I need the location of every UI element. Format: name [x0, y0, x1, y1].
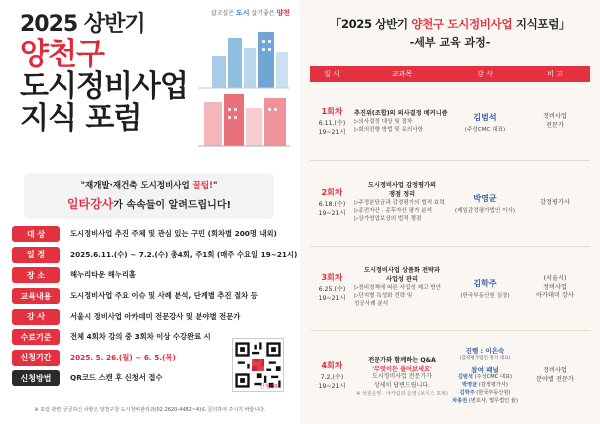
title-line-1: 2025 상반기	[20, 12, 145, 37]
table-row	[310, 332, 590, 420]
session-instructor	[450, 162, 520, 244]
table-row	[310, 248, 590, 328]
session-date: 6.25.(수) 19~21시	[318, 286, 346, 302]
row-divider	[310, 160, 590, 161]
col-header-instructor: 강 사	[477, 70, 493, 78]
info-label: 대 상	[12, 226, 60, 242]
info-label: 수료기준	[12, 329, 60, 345]
info-label: 강 사	[12, 309, 60, 325]
session-bullet: ▷의사결정 대상 및 절차	[354, 119, 413, 126]
forum-poster	[0, 0, 298, 424]
qr-label: 신청QR	[259, 384, 278, 390]
info-label: 일 정	[12, 247, 60, 263]
highlight-callout	[24, 173, 274, 219]
info-label: 교육내용	[12, 288, 60, 304]
col-header-subject: 교과목	[391, 70, 413, 78]
info-row-venue	[12, 265, 290, 286]
info-value: 해누리타운 해누리홀	[70, 270, 136, 280]
session-bullet: 성공사례 분석	[354, 301, 389, 308]
info-value: QR코드 스캔 후 신청서 접수	[70, 373, 163, 383]
poster-title	[20, 14, 188, 134]
instructor-org: (주성CMC 대표)	[464, 126, 506, 133]
row-divider	[310, 330, 590, 331]
title-line-2: 양천구	[20, 37, 104, 72]
info-label: 장 소	[12, 267, 60, 283]
panel-member: 차종권 (변호사, 법무법인 율)	[452, 397, 518, 404]
session-instructor	[450, 86, 520, 158]
qa-highlight: '무엇이든 물어보세요'	[372, 365, 432, 373]
instructor-name: 박영균	[473, 193, 497, 203]
session-bullet: ▷상가영업보상의 법적 쟁점	[354, 216, 422, 223]
info-row-target	[12, 224, 290, 245]
contact-footnote: ※ 포럼 관련 궁금하신 사항은 양천구청 도시정비관리과(02-2620-4482~4)로 문의하여 주시기 바랍니다.	[34, 407, 266, 413]
table-header	[310, 66, 590, 82]
session-bullet: ▷회의진행 방법 및 유의사항	[354, 127, 424, 134]
session-bullet: ▷주정분담금과 감정평가의 법적 효력	[354, 200, 445, 207]
instructor-org: (제일감정평가법인 이사)	[454, 207, 516, 214]
info-row-instructor	[12, 306, 290, 327]
title-line-4: 지식 포럼	[20, 101, 142, 136]
session-bullet: ▷단지별 특성화 전략 및	[354, 293, 413, 300]
title-line-3: 도시정비사업	[20, 69, 188, 104]
session-datetime	[310, 86, 354, 158]
session-round: 1회차	[321, 107, 343, 117]
session-panel	[450, 332, 520, 420]
session-remarks: 정비사업 전문가	[543, 113, 567, 129]
instructor-org: (한국부동산원 실장)	[460, 292, 510, 299]
info-row-content	[12, 286, 290, 307]
session-datetime	[310, 248, 354, 328]
session-topic: 도시정비사업 감정평가의 쟁점 정리	[368, 182, 436, 198]
table-row	[310, 162, 590, 244]
table-row	[310, 86, 590, 158]
session-subject: 전문가와 함께하는 Q&A '무엇이든 물어보세요' 도시정비사업 전문가가 상세히 답변드립니다. ※ 석권운영 · 아카림과 운영 (보이스 포퍼)	[356, 356, 448, 398]
session-date: 6.18.(수) 19~21시	[318, 201, 346, 217]
session-datetime	[310, 332, 354, 420]
col-header-datetime: 일 시	[324, 70, 340, 78]
qa-title: 전문가와 함께하는 Q&A	[368, 356, 436, 364]
session-date: 6.11.(수) 19~21시	[318, 120, 346, 136]
info-value: 도시정비사업 주요 이슈 및 사례 분석, 단계별 추진 절차 등	[70, 291, 258, 301]
info-value: 2025.6.11.(수) ~ 7.2.(수) 총4회, 주1회 (매주 수요일 19~21시)	[70, 249, 298, 259]
session-topic: 추진위(조합)의 의사결정 메커니즘	[354, 109, 448, 117]
col-header-remarks: 비 고	[547, 70, 563, 78]
session-round: 2회차	[321, 188, 343, 198]
session-subject	[354, 86, 450, 158]
qa-note: ※ 석권운영 · 아카림과 운영 (보이스 포퍼)	[356, 391, 448, 398]
session-bullet: ▷정비정책에 따른 사업성 제고 방안	[354, 285, 442, 292]
session-remarks: (서울시) 정비사업 아카데미 강사	[536, 274, 574, 300]
row-divider	[310, 246, 590, 247]
info-value: 2025. 5. 26.(월) ~ 6. 5.(목)	[70, 352, 176, 362]
session-subject	[354, 162, 450, 244]
instructor-name: 김범석	[473, 112, 497, 122]
panel-title: 참여 패널	[471, 366, 499, 375]
info-row-schedule	[12, 245, 298, 266]
session-round: 4회차	[321, 361, 343, 371]
info-label: 신청방법	[12, 370, 60, 386]
city-illustration	[198, 28, 290, 158]
curriculum-subtitle: -세부 교육 과정-	[409, 36, 491, 49]
session-remarks: 감정평가사	[540, 198, 570, 206]
panel-member: 박영균 (감정평가사)	[462, 382, 508, 389]
curriculum-title: 「2025 상반기 양천구 도시정비사업 지식포럼」	[329, 17, 571, 31]
info-value: 서울시 정비사업 아카데미 전문강사 및 분야별 전문가	[70, 311, 241, 321]
session-datetime	[310, 162, 354, 244]
session-remarks: 정비사업 분야별 전문가	[536, 367, 574, 383]
info-label: 신청기간	[12, 350, 60, 366]
session-subject	[354, 248, 450, 328]
session-topic: 도시정비사업 상품화 전략과 사업성 관리	[363, 267, 441, 283]
info-value: 전체 4회차 강의 중 3회차 이상 수강완료 시	[70, 332, 211, 342]
callout-line-2: 일타강사가 속속들이 알려드립니다!	[66, 197, 232, 211]
session-date: 7.2.(수) 19~21시	[318, 374, 346, 390]
panel-member: 김범석 (주성CMC 대표)	[457, 374, 513, 381]
panel-member: 김학주 (한국부동산원)	[459, 390, 511, 396]
curriculum-poster	[300, 0, 600, 424]
callout-line-1: "재개발·재건축 도시정비사업 꿀팁!"	[80, 181, 218, 191]
session-round: 3회차	[321, 273, 343, 283]
session-bullet: ▷종전자산 · 종후자산 평가 분석	[354, 208, 433, 215]
city-slogan: 살고싶은 도시 살기좋은 양천	[210, 9, 290, 17]
instructor-name: 김학주	[473, 278, 497, 288]
panel-moderator-org: (감정평가법인 정지 대표)	[459, 356, 511, 362]
info-value: 도시정비사업 추진 주체 및 관심 있는 구민 (회차별 200명 내외)	[70, 229, 277, 239]
panel-moderator: 진행 : 이은숙	[465, 347, 505, 356]
session-instructor	[450, 248, 520, 328]
